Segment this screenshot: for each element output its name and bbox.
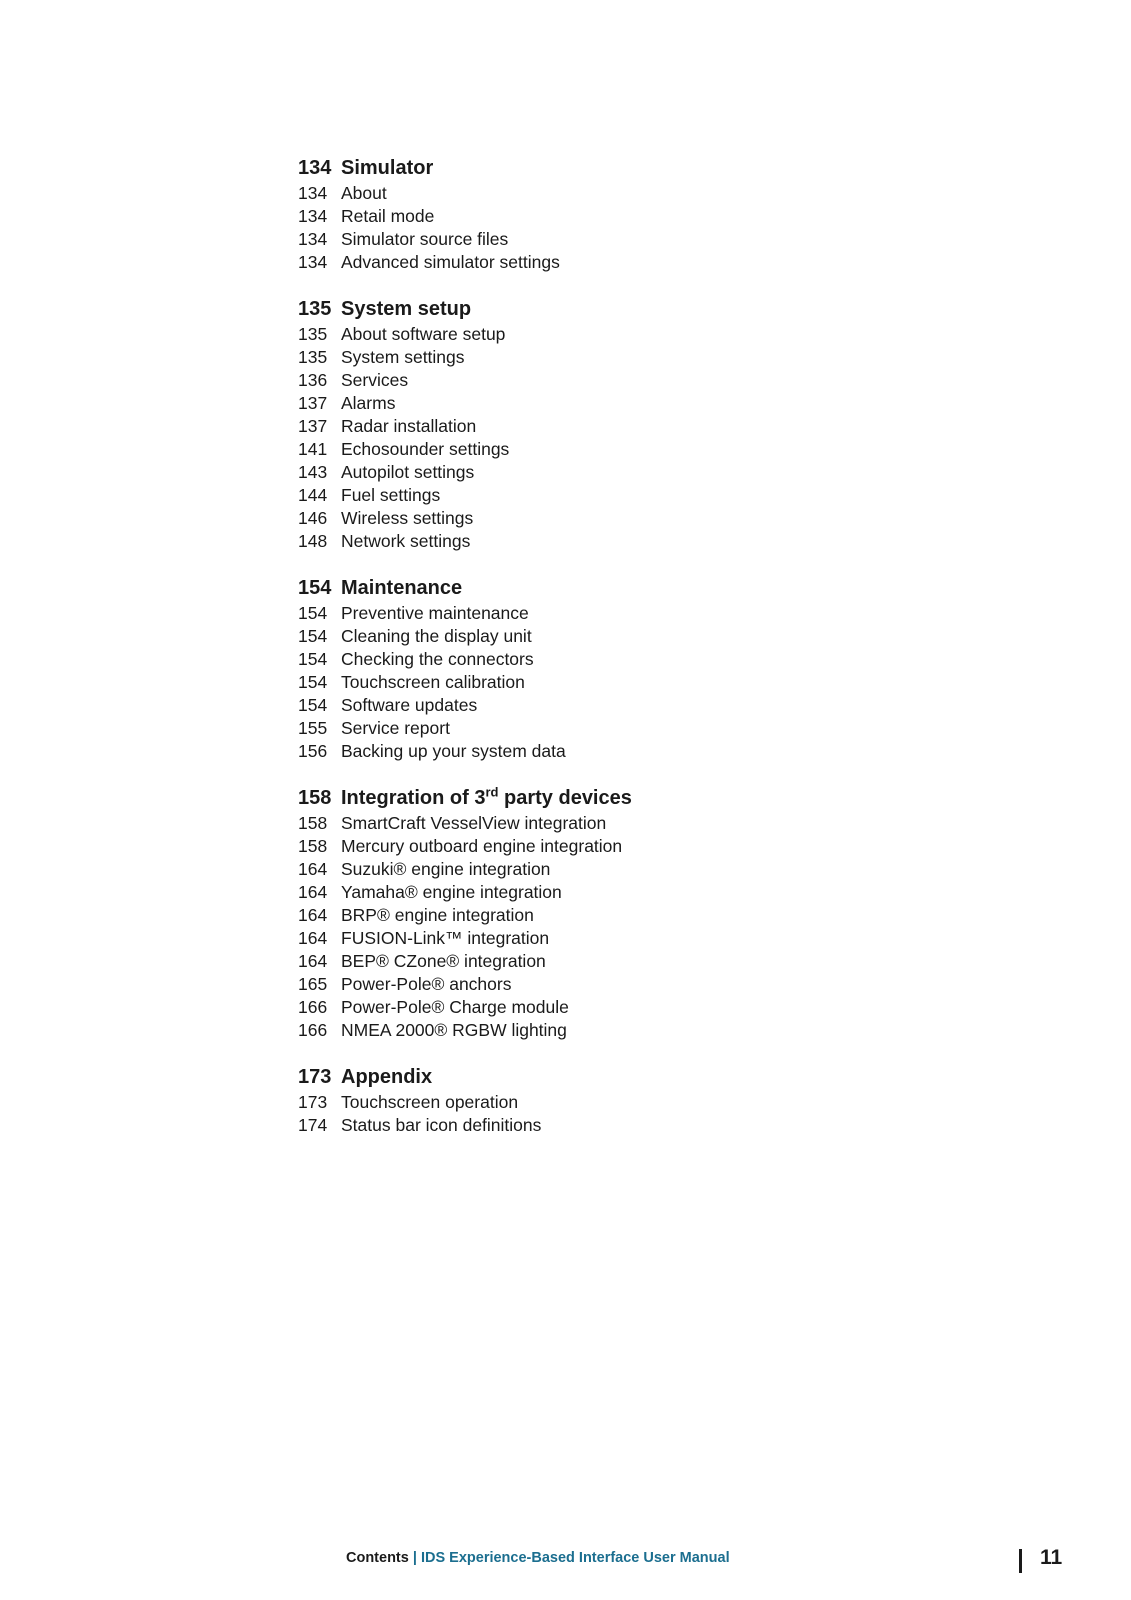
entry-title: Backing up your system data <box>341 741 566 761</box>
entry-title: Alarms <box>341 393 396 413</box>
entry-page-number: 164 <box>298 859 328 879</box>
toc-section-heading[interactable] <box>298 154 898 182</box>
toc-section-maintenance <box>298 574 898 763</box>
page-number: 11 <box>1040 1546 1063 1569</box>
toc-entry[interactable] <box>298 415 898 438</box>
toc-entry[interactable] <box>298 530 898 553</box>
entry-page-number: 134 <box>298 183 328 203</box>
entry-page-number: 164 <box>298 882 328 902</box>
ordinal-suffix: rd <box>485 784 499 800</box>
section-title-end: party devices <box>498 787 632 809</box>
toc-entry[interactable] <box>298 205 898 228</box>
table-of-contents <box>298 154 898 1158</box>
toc-entry[interactable] <box>298 1114 898 1137</box>
toc-entry[interactable] <box>298 625 898 648</box>
entry-page-number: 135 <box>298 324 328 344</box>
entry-page-number: 158 <box>298 836 328 856</box>
section-title: System setup <box>341 298 472 320</box>
toc-entry[interactable] <box>298 812 898 835</box>
entry-page-number: 156 <box>298 741 328 761</box>
toc-entry[interactable] <box>298 717 898 740</box>
entry-page-number: 155 <box>298 718 328 738</box>
footer-section-label: Contents <box>346 1550 409 1566</box>
toc-entry[interactable] <box>298 973 898 996</box>
entry-page-number: 134 <box>298 229 328 249</box>
entry-page-number: 134 <box>298 252 328 272</box>
entry-page-number: 154 <box>298 695 328 715</box>
section-page-number: 158 <box>298 787 332 809</box>
toc-entry[interactable] <box>298 996 898 1019</box>
toc-entry[interactable] <box>298 904 898 927</box>
entry-page-number: 148 <box>298 531 328 551</box>
entry-page-number: 143 <box>298 462 328 482</box>
entry-page-number: 173 <box>298 1092 328 1112</box>
toc-section-appendix <box>298 1063 898 1137</box>
entry-page-number: 165 <box>298 974 328 994</box>
toc-entry[interactable] <box>298 671 898 694</box>
toc-entry[interactable] <box>298 346 898 369</box>
entry-title: Echosounder settings <box>341 439 510 459</box>
toc-entry[interactable] <box>298 694 898 717</box>
toc-entry[interactable] <box>298 484 898 507</box>
entry-title: Network settings <box>341 531 471 551</box>
entry-title: System settings <box>341 347 465 367</box>
toc-entry[interactable] <box>298 438 898 461</box>
toc-entry[interactable] <box>298 251 898 274</box>
entry-title: Autopilot settings <box>341 462 475 482</box>
section-title: Simulator <box>341 157 434 179</box>
toc-entry[interactable] <box>298 369 898 392</box>
toc-section-heading[interactable] <box>298 784 898 812</box>
entry-page-number: 137 <box>298 416 328 436</box>
toc-section-heading[interactable] <box>298 1063 898 1091</box>
toc-entry[interactable] <box>298 323 898 346</box>
entry-title: Power-Pole® anchors <box>341 974 512 994</box>
entry-title: Advanced simulator settings <box>341 252 560 272</box>
toc-entry[interactable] <box>298 1019 898 1042</box>
entry-page-number: 154 <box>298 603 328 623</box>
toc-entry[interactable] <box>298 507 898 530</box>
toc-entry[interactable] <box>298 858 898 881</box>
entry-title: Cleaning the display unit <box>341 626 532 646</box>
section-title-start: Integration of 3 <box>341 787 486 809</box>
entry-title: Software updates <box>341 695 478 715</box>
entry-page-number: 174 <box>298 1115 328 1135</box>
toc-entry[interactable] <box>298 392 898 415</box>
toc-entry[interactable] <box>298 740 898 763</box>
entry-page-number: 154 <box>298 649 328 669</box>
entry-title: BRP® engine integration <box>341 905 534 925</box>
section-page-number: 134 <box>298 157 332 179</box>
entry-page-number: 164 <box>298 905 328 925</box>
entry-page-number: 166 <box>298 997 328 1017</box>
section-page-number: 173 <box>298 1066 332 1088</box>
entry-page-number: 158 <box>298 813 328 833</box>
entry-title: Fuel settings <box>341 485 441 505</box>
section-title <box>341 784 632 812</box>
entry-title: FUSION-Link™ integration <box>341 928 550 948</box>
entry-page-number: 146 <box>298 508 328 528</box>
entry-title: Power-Pole® Charge module <box>341 997 569 1017</box>
entry-title: Retail mode <box>341 206 435 226</box>
entry-title: Status bar icon definitions <box>341 1115 542 1135</box>
entry-page-number: 166 <box>298 1020 328 1040</box>
entry-title: Services <box>341 370 409 390</box>
entry-page-number: 154 <box>298 672 328 692</box>
toc-entry[interactable] <box>298 461 898 484</box>
entry-title: Radar installation <box>341 416 477 436</box>
page-number-divider <box>1019 1549 1022 1573</box>
entry-page-number: 137 <box>298 393 328 413</box>
entry-title: Wireless settings <box>341 508 474 528</box>
footer-manual-title: IDS Experience-Based Interface User Manual <box>420 1550 730 1566</box>
toc-entry[interactable] <box>298 228 898 251</box>
entry-title: About <box>341 183 387 203</box>
entry-title: Mercury outboard engine integration <box>341 836 623 856</box>
entry-page-number: 136 <box>298 370 328 390</box>
toc-section-heading[interactable] <box>298 574 898 602</box>
toc-entry[interactable] <box>298 835 898 858</box>
entry-title: Touchscreen calibration <box>341 672 525 692</box>
entry-page-number: 134 <box>298 206 328 226</box>
entry-title: About software setup <box>341 324 506 344</box>
toc-section-third-party-integration <box>298 784 898 1042</box>
entry-title: SmartCraft VesselView integration <box>341 813 607 833</box>
entry-title: Preventive maintenance <box>341 603 529 623</box>
toc-entry[interactable] <box>298 881 898 904</box>
entry-title: Yamaha® engine integration <box>341 882 562 902</box>
entry-title: Suzuki® engine integration <box>341 859 551 879</box>
entry-page-number: 164 <box>298 951 328 971</box>
entry-title: Service report <box>341 718 450 738</box>
toc-entry[interactable] <box>298 950 898 973</box>
toc-entry[interactable] <box>298 1091 898 1114</box>
section-page-number: 154 <box>298 577 332 599</box>
toc-entry[interactable] <box>298 182 898 205</box>
toc-section-system-setup <box>298 295 898 553</box>
section-page-number: 135 <box>298 298 332 320</box>
entry-page-number: 144 <box>298 485 328 505</box>
toc-entry[interactable] <box>298 602 898 625</box>
section-title: Maintenance <box>341 577 463 599</box>
section-title: Appendix <box>341 1066 433 1088</box>
toc-entry[interactable] <box>298 927 898 950</box>
entry-page-number: 141 <box>298 439 328 459</box>
toc-entry[interactable] <box>298 648 898 671</box>
entry-title: BEP® CZone® integration <box>341 951 546 971</box>
entry-title: NMEA 2000® RGBW lighting <box>341 1020 567 1040</box>
entry-page-number: 154 <box>298 626 328 646</box>
toc-section-heading[interactable] <box>298 295 898 323</box>
page-footer <box>346 1550 730 1566</box>
toc-section-simulator <box>298 154 898 274</box>
entry-title: Touchscreen operation <box>341 1092 519 1112</box>
entry-page-number: 164 <box>298 928 328 948</box>
entry-title: Simulator source files <box>341 229 509 249</box>
entry-title: Checking the connectors <box>341 649 534 669</box>
footer-separator: | <box>412 1550 417 1566</box>
entry-page-number: 135 <box>298 347 328 367</box>
